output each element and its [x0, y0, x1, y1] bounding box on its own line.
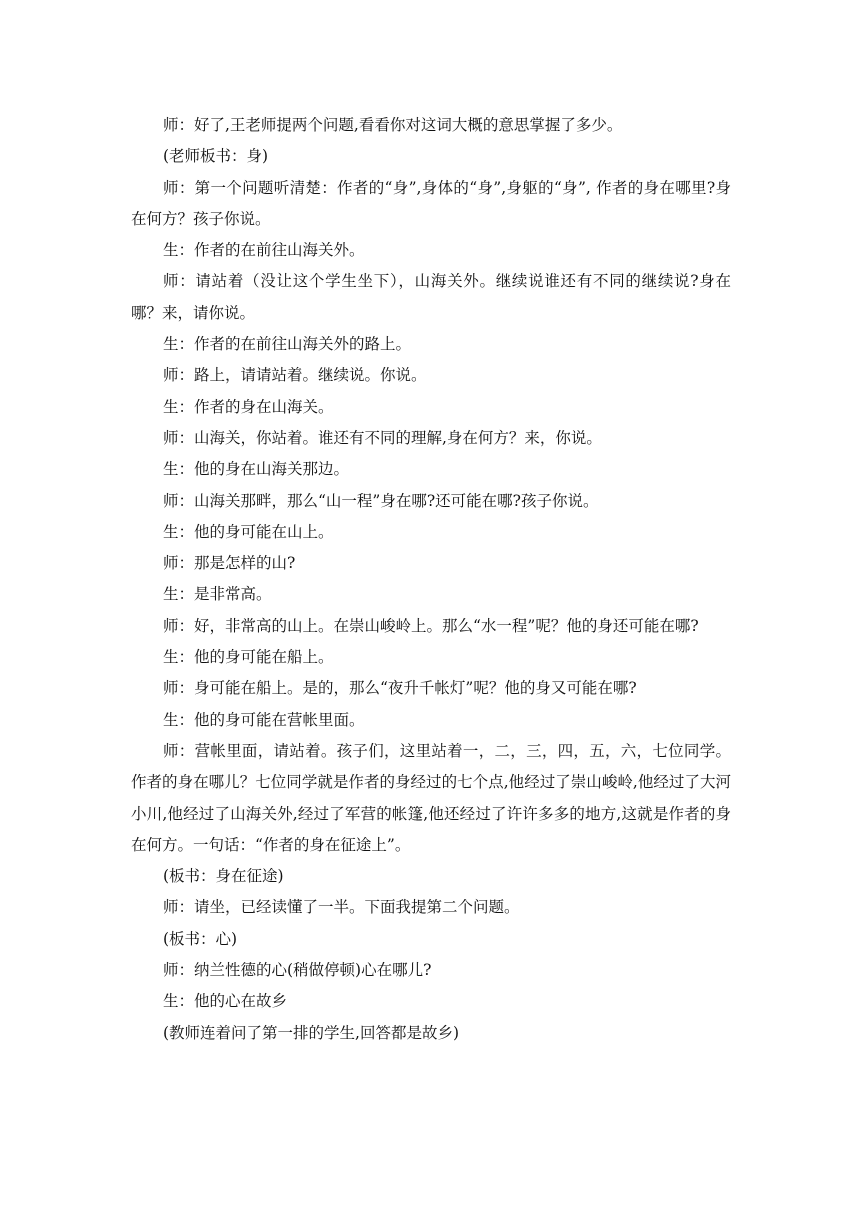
- paragraph-student-answer-5: 生：他的身可能在山上。: [163, 522, 334, 541]
- paragraph-board-note-journey: (板书：身在征途): [163, 867, 284, 886]
- paragraph-student-answer-7: 生：他的身可能在船上。: [163, 648, 334, 667]
- paragraph-student-answer-3: 生：作者的身在山海关。: [163, 397, 334, 416]
- paragraph-student-answer-4: 生：他的身在山海关那边。: [163, 460, 350, 479]
- paragraph-student-answer-8: 生：他的身可能在营帐里面。: [163, 710, 365, 729]
- paragraph-teacher-followup-5: 师：那是怎样的山?: [163, 554, 296, 573]
- paragraph-student-answer-2: 生：作者的在前往山海关外的路上。: [163, 335, 412, 354]
- document-body: [131, 110, 731, 1049]
- paragraph-student-answer-1: 生：作者的在前往山海关外。: [163, 241, 365, 260]
- paragraph-student-answer-heart: 生：他的心在故乡: [163, 992, 288, 1011]
- paragraph-teacher-question-2-intro: 师：请坐，已经读懂了一半。下面我提第二个问题。: [163, 898, 520, 917]
- paragraph-teacher-intro: 师：好了,王老师提两个问题,看看你对这词大概的意思掌握了多少。: [163, 116, 623, 134]
- paragraph-teacher-followup-3: 师：山海关，你站着。谁还有不同的理解,身在何方？来，你说。: [163, 428, 602, 447]
- paragraph-teacher-followup-2: 师：路上，请请站着。继续说。你说。: [163, 366, 427, 385]
- paragraph-teacher-question-2: 师：纳兰性德的心(稍做停顿)心在哪儿?: [163, 961, 432, 980]
- paragraph-teacher-question-1: 师：第一个问题听清楚：作者的“身”,身体的“身”,身躯的“身”, 作者的身在哪里?身在何方？孩子你说。: [131, 178, 731, 228]
- paragraph-teacher-summary-body: 师：营帐里面，请站着。孩子们，这里站着一，二，三，四，五，六，七位同学。作者的身在哪儿？七位同学就是作者的身经过的七个点,他经过了崇山峻岭,他经过了大河小川,他经过了山海关外,经过了军营的帐篷,他还经过了许许多多的地方,这就是作者的身在何方。一句话：“作者的身在征途上”。: [131, 741, 731, 854]
- paragraph-classroom-note: (教师连着问了第一排的学生,回答都是故乡): [163, 1023, 460, 1042]
- paragraph-teacher-followup-1: 师：请站着（没让这个学生坐下），山海关外。继续说谁还有不同的继续说?身在哪？来，请你说。: [131, 272, 731, 322]
- paragraph-student-answer-6: 生：是非常高。: [163, 585, 272, 604]
- paragraph-board-note-body: (老师板书：身): [163, 147, 269, 166]
- paragraph-board-note-heart: (板书：心): [163, 929, 238, 948]
- paragraph-teacher-followup-7: 师：身可能在船上。是的，那么“夜升千帐灯”呢？他的身又可能在哪?: [163, 679, 637, 698]
- paragraph-teacher-followup-6: 师：好，非常高的山上。在崇山峻岭上。那么“水一程”呢？他的身还可能在哪?: [163, 616, 699, 635]
- paragraph-teacher-followup-4: 师：山海关那畔，那么“山一程”身在哪?还可能在哪?孩子你说。: [163, 491, 599, 510]
